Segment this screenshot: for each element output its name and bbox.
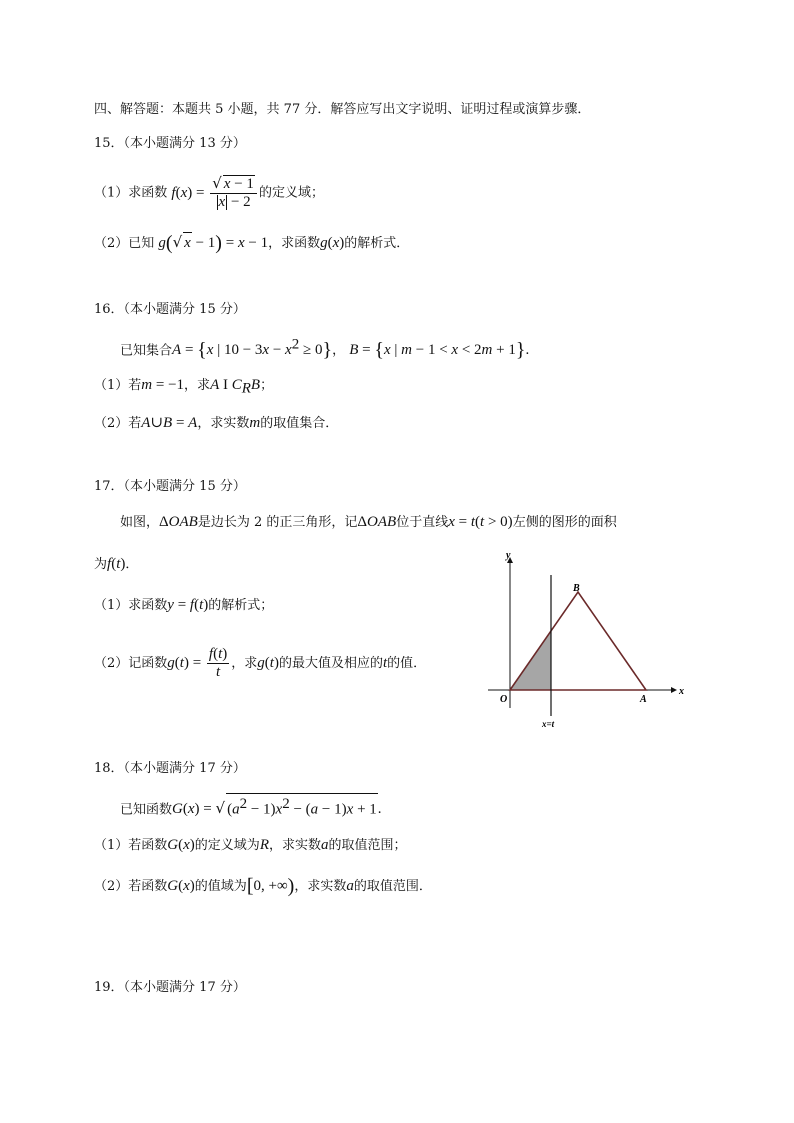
- q16-p2-suffix: ，求实数: [197, 416, 250, 431]
- section-heading: 四、解答题：本题共 5 小题，共 77 分．解答应写出文字说明、证明过程或演算步骤．: [94, 102, 591, 117]
- label-x-equals-t: x=t: [542, 719, 555, 729]
- q19-title: 19．（本小题满分 17 分）: [94, 980, 246, 995]
- q17-intro: 如图，ΔOAB是边长为 2 的正三角形，记ΔOAB位于直线x = t(t > 0)左侧的图形的面积: [120, 514, 617, 530]
- q17-part2: （2）记函数g(t) = $\frac{f(t)}{t}$ ，求g(t)的最大值及相应的t的值．: [94, 646, 427, 680]
- q16-p2-prefix: （2）若: [94, 416, 142, 431]
- q17-p2-suffix: 的最大值及相应的: [278, 656, 383, 671]
- q16-p2-end: 的取值集合．: [260, 416, 339, 431]
- q15-title: 15．（本小题满分 13 分）: [94, 136, 246, 151]
- q17-p1-prefix: （1）求函数: [94, 598, 168, 613]
- triangle-figure: [480, 548, 690, 738]
- q16-part2: （2）若A∪B = A，求实数m的取值集合．: [94, 415, 339, 431]
- q15-p2-mid: ，求函数: [268, 236, 321, 251]
- q16-p1-prefix: （1）若: [94, 378, 142, 393]
- q17-p1-suffix: 的解析式；: [208, 598, 274, 613]
- q18-p2-end: 的取值范围．: [353, 879, 432, 894]
- q17-intro-e: 为: [94, 557, 108, 572]
- q17-intro-d: 左侧的图形的面积: [512, 515, 617, 530]
- label-y: y: [506, 550, 511, 561]
- q15-p2-suffix: 的解析式．: [344, 236, 410, 251]
- label-a: A: [640, 694, 647, 705]
- q18-title: 18．（本小题满分 17 分）: [94, 761, 246, 776]
- q18-intro: [120, 793, 382, 820]
- q15-part2: （2）已知 g(√ x − 1) = x − 1，求函数g(x)的解析式．: [94, 232, 410, 254]
- label-o: O: [500, 694, 508, 705]
- q16-set-defs: A = {x | $10 - 3x - x^2 \ge 0$}， B = {x | m − 1 < x < 2m + 1}.: [172, 337, 530, 362]
- q18-intro-prefix: 已知函数: [120, 802, 173, 818]
- q16-p1-mid: ，求: [184, 378, 211, 393]
- q18-function-def: G(x) = √ $(a^2 - 1)x^2 - (a - 1)x + 1$.: [172, 802, 382, 817]
- q17-intro-line2: 为f(t)．: [94, 556, 139, 572]
- q15-p2-prefix: （2）已知: [94, 236, 155, 251]
- q17-intro-a: 如图，: [120, 515, 160, 530]
- q17-intro-f: ．: [125, 557, 139, 572]
- q15-p1-suffix: 的定义域；: [258, 185, 324, 201]
- q18-p1-end: 的取值范围；: [328, 838, 407, 853]
- q15-p2-formula: g(√ x − 1) = x − 1: [158, 232, 269, 254]
- label-b: B: [573, 583, 580, 594]
- q17-intro-c: 位于直线: [396, 515, 449, 530]
- q15-p1-prefix: （1）求函数: [94, 185, 168, 201]
- q15-p1-formula: f(x) = $\frac{√ x - 1}{x - 2}$: [171, 186, 259, 201]
- q17-intro-b: 是边长为 2 的正三角形，记: [197, 515, 358, 530]
- q18-part2: （2）若函数G(x)的值域为[0, +∞)，求实数a的取值范围．: [94, 875, 432, 897]
- q18-p1-suffix: ，求实数: [268, 838, 321, 853]
- q18-p1-prefix: （1）若函数: [94, 838, 168, 853]
- q17-p2-end: 的值．: [387, 656, 427, 671]
- q18-p2-prefix: （2）若函数: [94, 879, 168, 894]
- q18-p2-suffix: ，求实数: [294, 879, 347, 894]
- q16-intro-prefix: 已知集合: [120, 343, 173, 359]
- q16-intro: [120, 335, 529, 361]
- q15-part1: [94, 175, 324, 211]
- q17-p2-prefix: （2）记函数: [94, 656, 168, 671]
- q16-part1: （1）若m = −1，求A I $C_RB$；: [94, 377, 274, 397]
- q18-p1-mid: 的定义域为: [194, 838, 260, 853]
- q18-p2-mid: 的值域为: [194, 879, 247, 894]
- label-x: x: [679, 686, 684, 697]
- q17-title: 17．（本小题满分 15 分）: [94, 479, 246, 494]
- q16-title: 16．（本小题满分 15 分）: [94, 302, 246, 317]
- q16-p1-suffix: ；: [260, 378, 274, 393]
- q17-part1: （1）求函数y = f(t)的解析式；: [94, 597, 274, 613]
- q17-p2-mid: ，求: [231, 656, 258, 671]
- q18-part1: （1）若函数G(x)的定义域为R，求实数a的取值范围；: [94, 837, 407, 853]
